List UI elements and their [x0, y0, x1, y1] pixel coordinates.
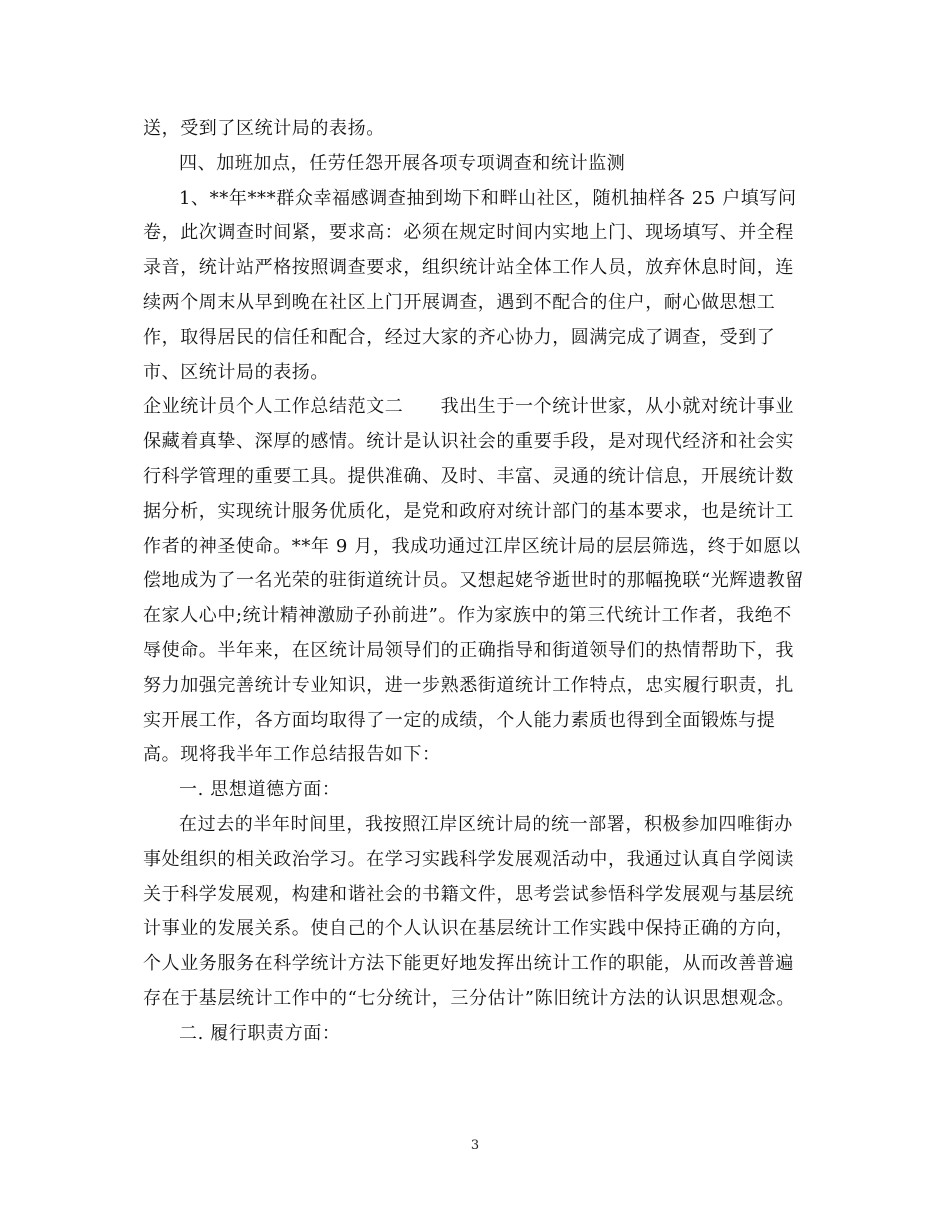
text-line: 市、区统计局的表扬。 [143, 361, 329, 383]
text-line: 企业统计员个人工作总结范文二 我出生于一个统计世家，从小就对统计事业 [143, 396, 794, 418]
text-line: 事处组织的相关政治学习。在学习实践科学发展观活动中，我通过认真自学阅读 [143, 848, 794, 870]
text-line: 计事业的发展关系。使自己的个人认识在基层统计工作实践中保持正确的方向， [143, 918, 794, 940]
text-line: 实开展工作，各方面均取得了一定的成绩，个人能力素质也得到全面锻炼与提 [143, 709, 776, 731]
text-line: 四、加班加点，任劳任怨开展各项专项调查和统计监测 [179, 152, 626, 174]
text-line: 作，取得居民的信任和配合，经过大家的齐心协力，圆满完成了调查，受到了 [143, 326, 776, 348]
text-line: 续两个周末从早到晚在社区上门开展调查，遇到不配合的住户，耐心做思想工 [143, 291, 776, 313]
text-line: 高。现将我半年工作总结报告如下： [143, 744, 441, 766]
text-line: 一. 思想道德方面： [179, 779, 341, 801]
text-line: 在家人心中;统计精神激励子孙前进”。作为家族中的第三代统计工作者，我绝不 [143, 605, 792, 627]
text-line: 录音，统计站严格按照调查要求，组织统计站全体工作人员，放弃休息时间，连 [143, 257, 794, 279]
text-line: 据分析，实现统计服务优质化，是党和政府对统计部门的基本要求，也是统计工 [143, 500, 794, 522]
text-line: 行科学管理的重要工具。提供准确、及时、丰富、灵通的统计信息，开展统计数 [143, 465, 794, 487]
text-line: 关于科学发展观，构建和谐社会的书籍文件，思考尝试参悟科学发展观与基层统 [143, 883, 794, 905]
text-line: 辱使命。半年来，在区统计局领导们的正确指导和街道领导们的热情帮助下，我 [143, 639, 794, 661]
text-line: 存在于基层统计工作中的“七分统计，三分估计”陈旧统计方法的认识思想观念。 [143, 987, 796, 1009]
text-line: 努力加强完善统计专业知识，进一步熟悉街道统计工作特点，忠实履行职责，扎 [143, 674, 794, 696]
text-line: 1、**年***群众幸福感调查抽到坳下和畔山社区，随机抽样各 25 户填写问 [179, 187, 797, 209]
text-line: 个人业务服务在科学统计方法下能更好地发挥出统计工作的职能，从而改善普遍 [143, 953, 794, 975]
text-line: 二. 履行职责方面： [179, 1022, 341, 1044]
text-line: 保藏着真挚、深厚的感情。统计是认识社会的重要手段，是对现代经济和社会实 [143, 431, 794, 453]
text-line: 偿地成为了一名光荣的驻街道统计员。又想起姥爷逝世时的那幅挽联“光辉遗教留 [143, 570, 804, 592]
text-line: 卷，此次调查时间紧，要求高：必须在规定时间内实地上门、现场填写、并全程 [143, 222, 794, 244]
text-line: 作者的神圣使命。**年 9 月，我成功通过江岸区统计局的层层筛选，终于如愿以 [143, 535, 801, 557]
text-line: 送，受到了区统计局的表扬。 [143, 118, 385, 139]
text-line: 在过去的半年时间里，我按照江岸区统计局的统一部署，积极参加四唯街办 [179, 813, 793, 835]
document-body [143, 112, 807, 1052]
page-number: 3 [470, 1138, 480, 1153]
